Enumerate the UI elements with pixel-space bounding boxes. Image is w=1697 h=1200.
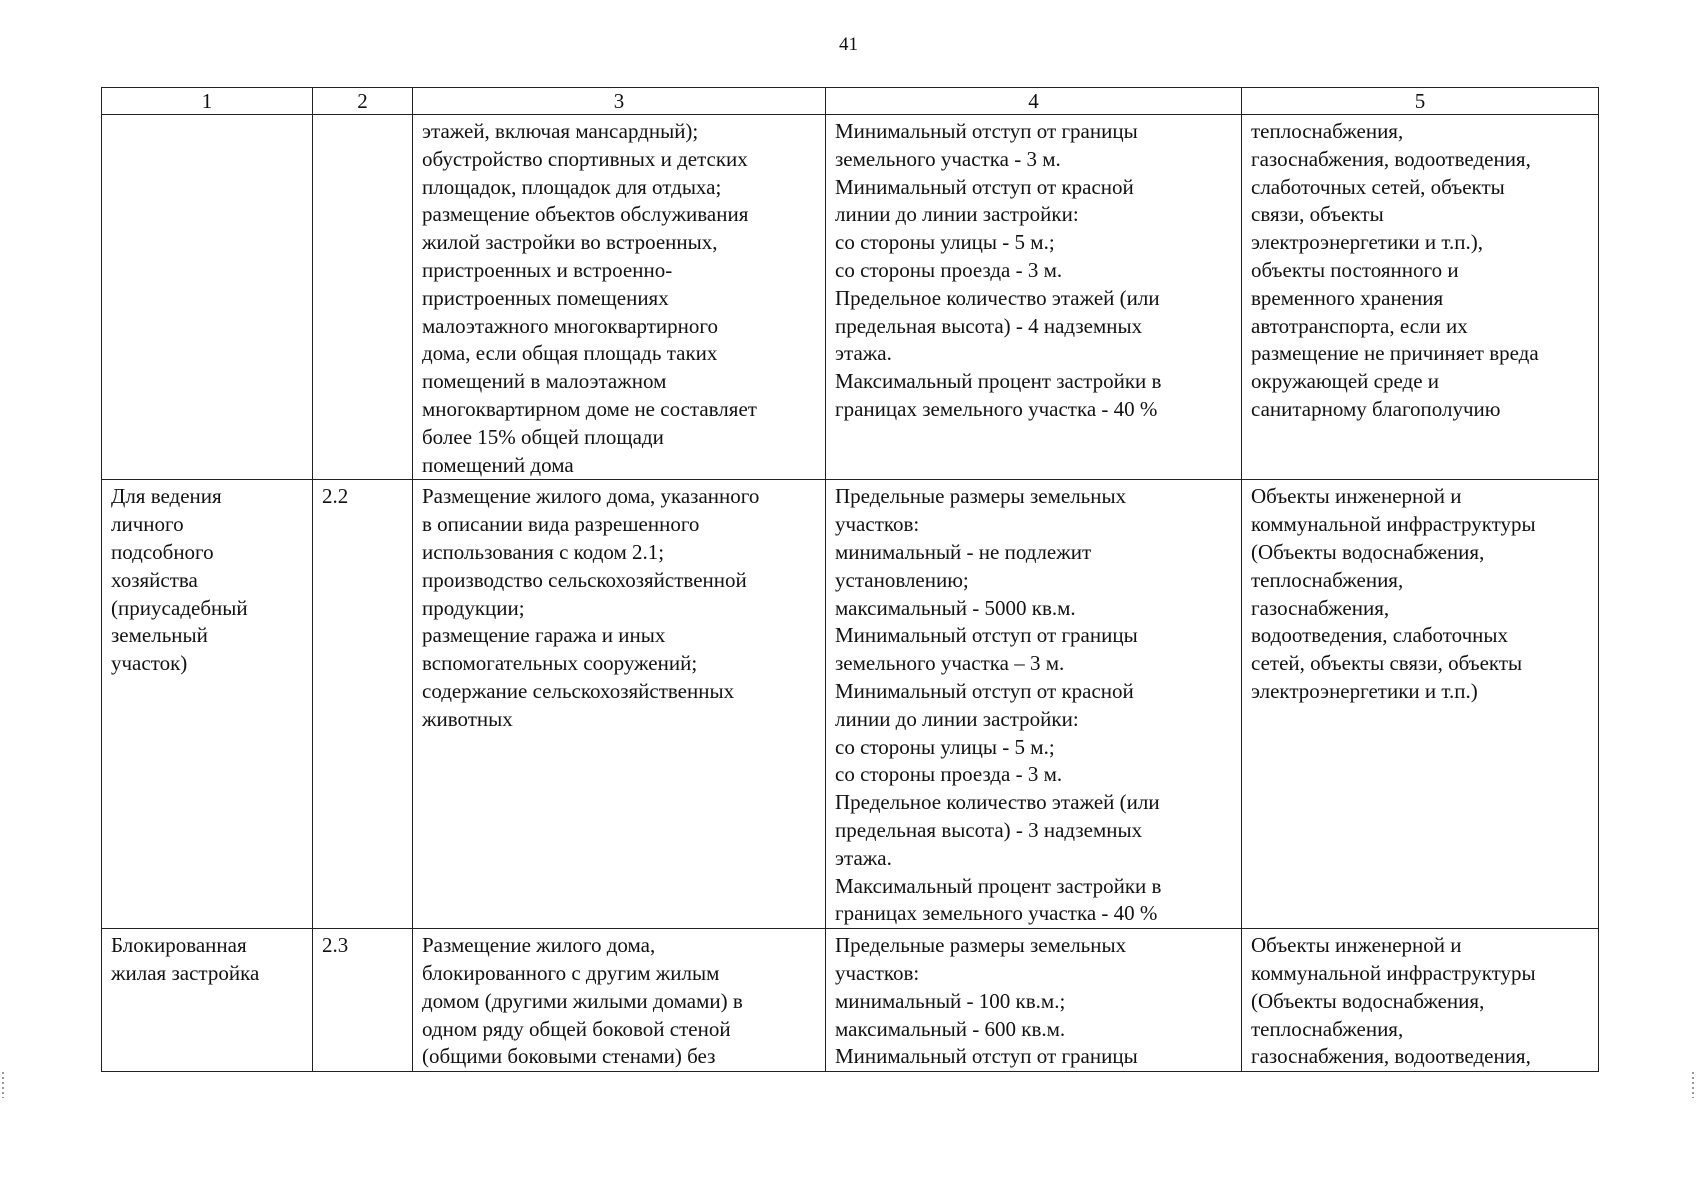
table-row bbox=[102, 480, 1599, 929]
use-code-cell: 2.2 bbox=[313, 480, 413, 929]
parameters-cell: Предельные размеры земельных участков: минимальный - 100 кв.м.; максимальный - 600 кв.м. Минимальный отступ от границы bbox=[826, 929, 1242, 1072]
table-row bbox=[102, 929, 1599, 1072]
use-name-cell: Блокированная жилая застройка bbox=[102, 929, 313, 1072]
use-code-cell bbox=[313, 115, 413, 480]
table-header-row bbox=[102, 88, 1599, 115]
use-code-cell: 2.3 bbox=[313, 929, 413, 1072]
auxiliary-uses-cell: Объекты инженерной и коммунальной инфраструктуры (Объекты водоснабжения, теплоснабжения, газоснабжения, водоотведения, слаботочных сетей, объекты связи, объекты электроэнергетики и т.п.) bbox=[1242, 480, 1599, 929]
land-use-table bbox=[101, 87, 1599, 1072]
use-description-cell: Размещение жилого дома, блокированного с другим жилым домом (другими жилыми домами) в одном ряду общей боковой стеной (общими боковыми стенами) без bbox=[413, 929, 826, 1072]
parameters-cell: Предельные размеры земельных участков: минимальный - не подлежит установлению; максимальный - 5000 кв.м. Минимальный отступ от границы земельного участка – 3 м. Минимальный отступ от красной линии до линии застройки: со стороны улицы - 5 м.; со стороны проезда - 3 м. Предельное количество этажей (или предельная высота) - 3 надземных этажа. Максимальный процент застройки в границах земельного участка - 40 % bbox=[826, 480, 1242, 929]
column-header-4: 4 bbox=[826, 88, 1242, 115]
column-header-5: 5 bbox=[1242, 88, 1599, 115]
column-header-1: 1 bbox=[102, 88, 313, 115]
parameters-cell: Минимальный отступ от границы земельного участка - 3 м. Минимальный отступ от красной линии до линии застройки: со стороны улицы - 5 м.; со стороны проезда - 3 м. Предельное количество этажей (или предельная высота) - 4 надземных этажа. Максимальный процент застройки в границах земельного участка - 40 % bbox=[826, 115, 1242, 480]
use-description-cell: этажей, включая мансардный); обустройство спортивных и детских площадок, площадок для отдыха; размещение объектов обслуживания жилой застройки во встроенных, пристроенных и встроенно- пристроенных помещениях малоэтажного многоквартирного дома, если общая площадь таких помещений в малоэтажном многоквартирном доме не составляет более 15% общей площади помещений дома bbox=[413, 115, 826, 480]
scan-edge-mark-right bbox=[1692, 1072, 1694, 1098]
page-number: 41 bbox=[839, 34, 858, 55]
column-header-2: 2 bbox=[313, 88, 413, 115]
scan-edge-mark-left bbox=[2, 1072, 4, 1098]
use-name-cell bbox=[102, 115, 313, 480]
column-header-3: 3 bbox=[413, 88, 826, 115]
auxiliary-uses-cell: Объекты инженерной и коммунальной инфраструктуры (Объекты водоснабжения, теплоснабжения, газоснабжения, водоотведения, bbox=[1242, 929, 1599, 1072]
use-description-cell: Размещение жилого дома, указанного в описании вида разрешенного использования с кодом 2.1; производство сельскохозяйственной продукции; размещение гаража и иных вспомогательных сооружений; содержание сельскохозяйственных животных bbox=[413, 480, 826, 929]
auxiliary-uses-cell: теплоснабжения, газоснабжения, водоотведения, слаботочных сетей, объекты связи, объекты электроэнергетики и т.п.), объекты постоянного и временного хранения автотранспорта, если их размещение не причиняет вреда окружающей среде и санитарному благополучию bbox=[1242, 115, 1599, 480]
use-name-cell: Для ведения личного подсобного хозяйства (приусадебный земельный участок) bbox=[102, 480, 313, 929]
table-row bbox=[102, 115, 1599, 480]
